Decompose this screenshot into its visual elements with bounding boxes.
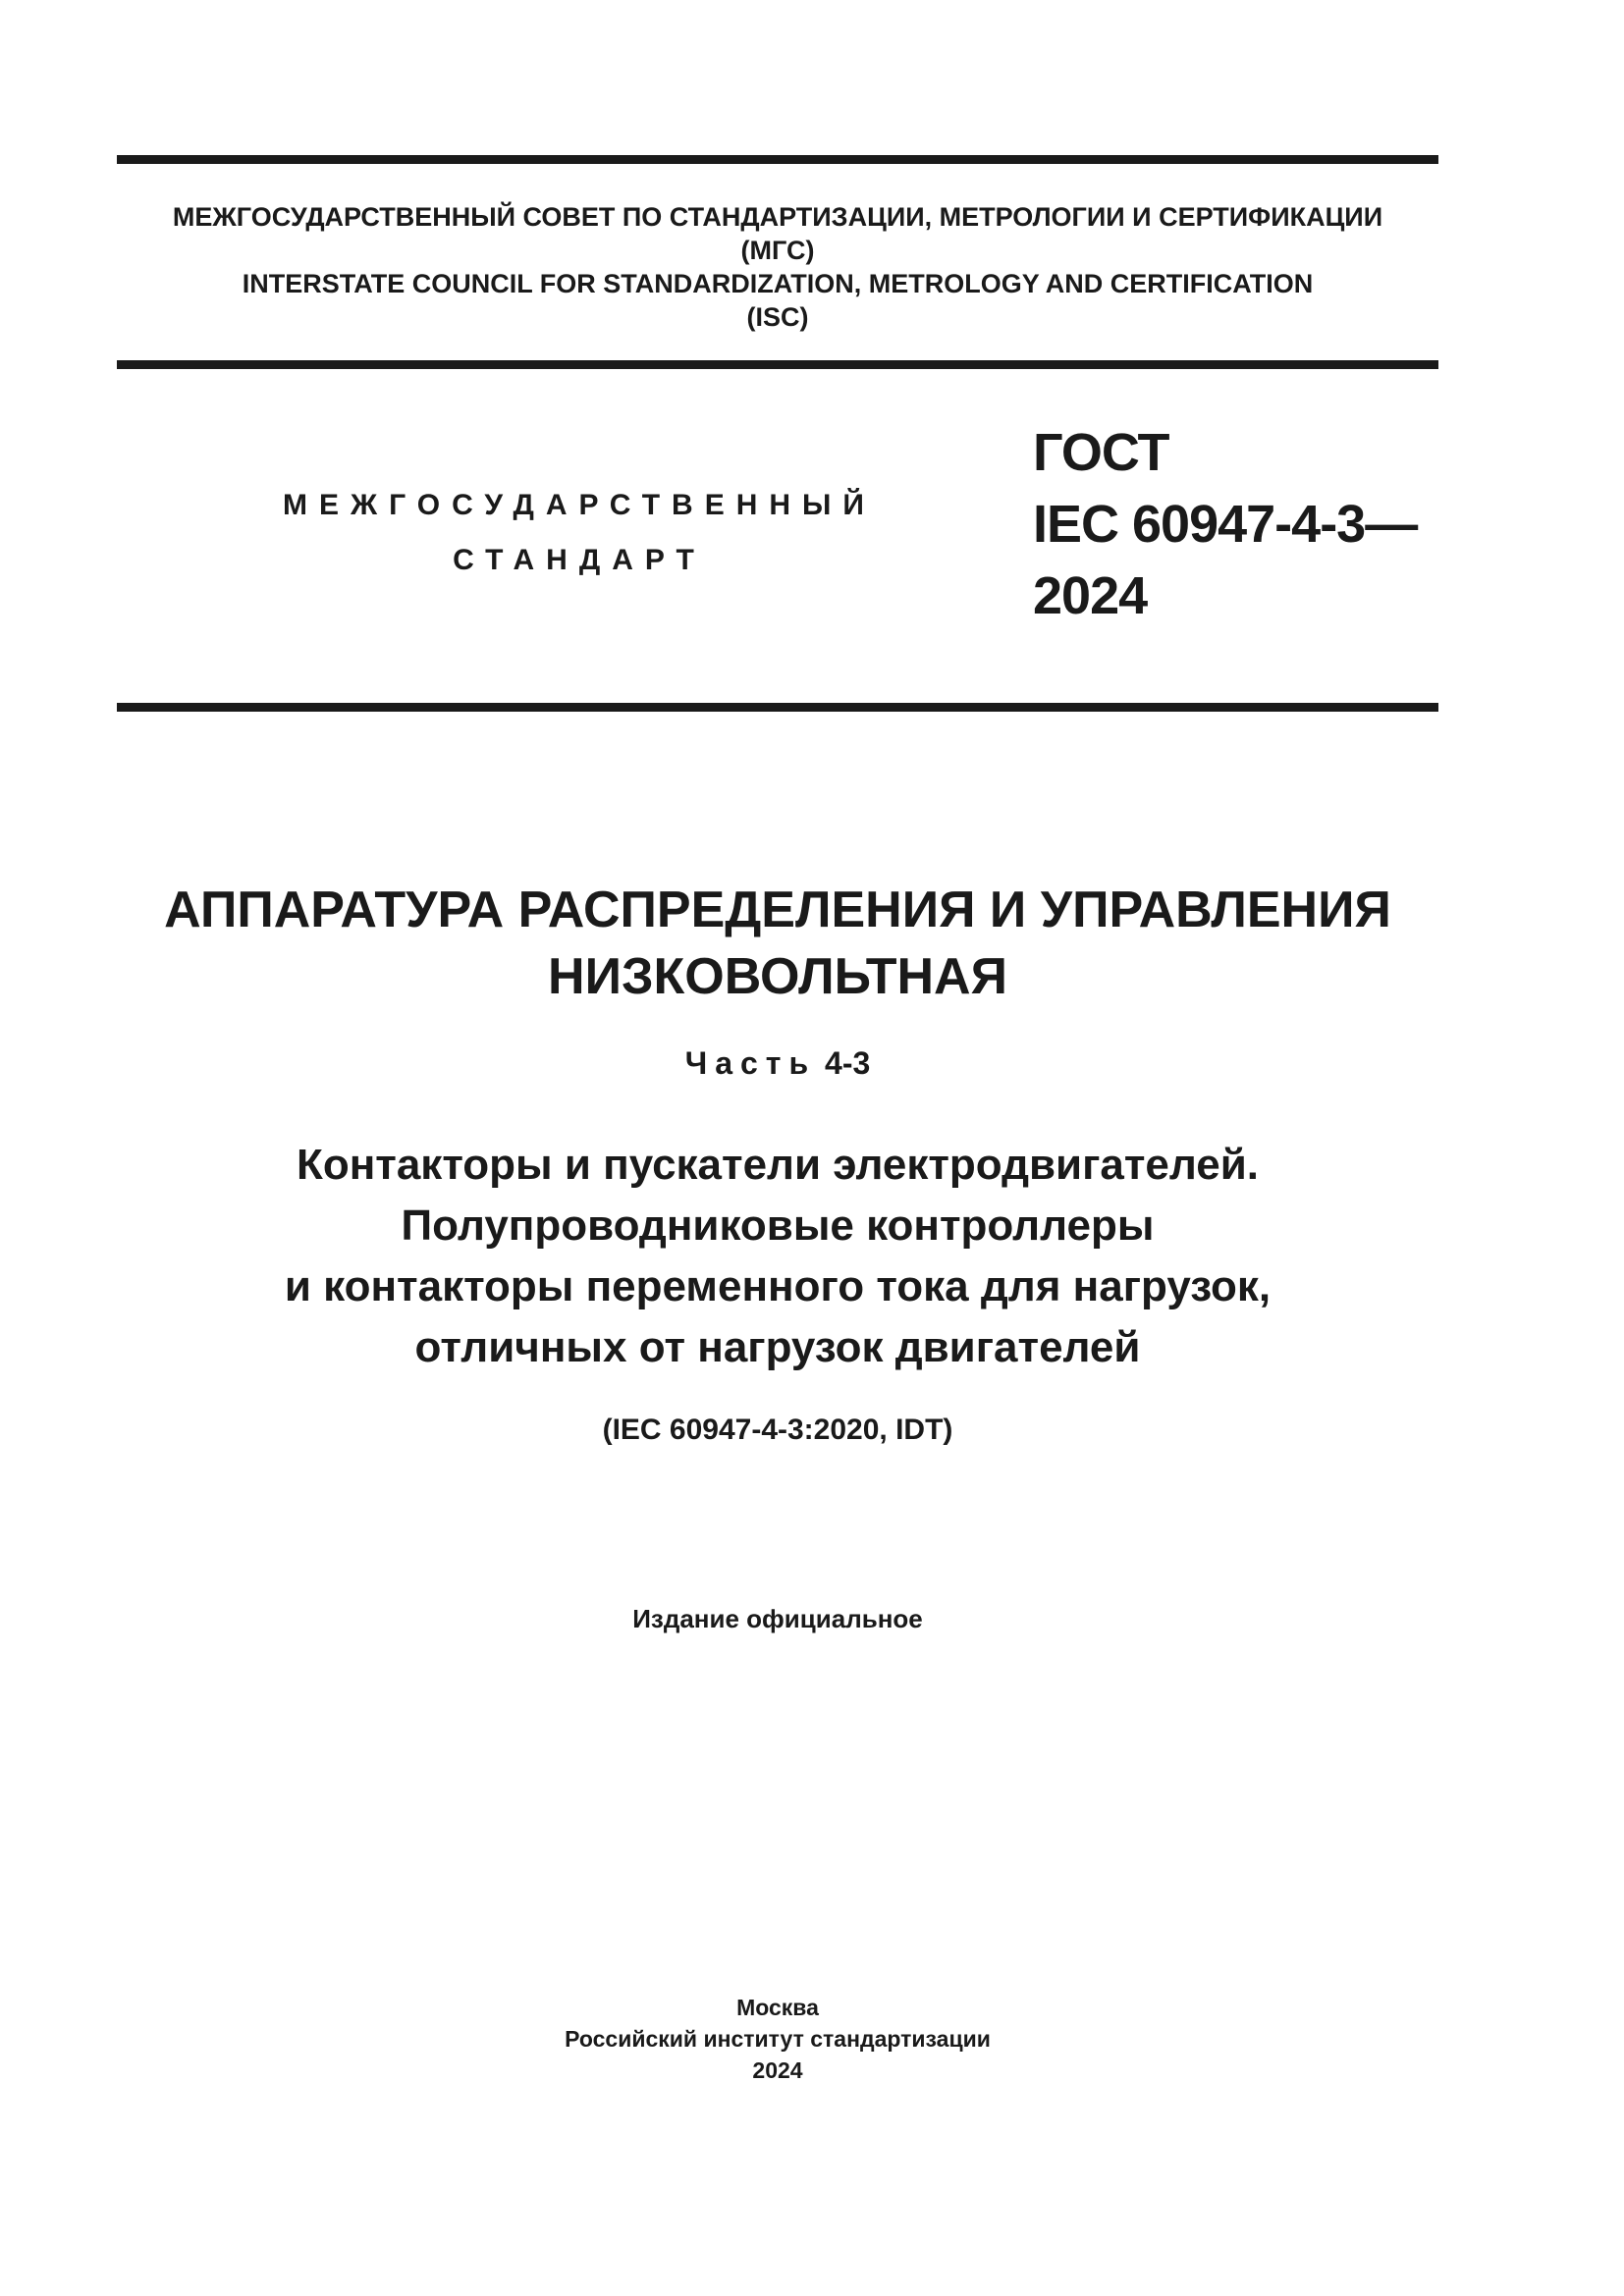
standard-type-line-1: МЕЖГОСУДАРСТВЕННЫЙ xyxy=(283,489,876,521)
council-abbr-en: (ISC) xyxy=(746,302,809,332)
subtitle-line-4: отличных от нагрузок двигателей xyxy=(414,1323,1141,1371)
designation-line-2: IEC 60947-4-3— xyxy=(1033,495,1418,554)
title-line-1: АППАРАТУРА РАСПРЕДЕЛЕНИЯ И УПРАВЛЕНИЯ xyxy=(164,881,1391,938)
standard-type-label xyxy=(196,478,962,588)
standard-designation xyxy=(1033,417,1417,632)
council-abbr-ru: (МГС) xyxy=(740,236,815,265)
iec-reference: (IEC 60947-4-3:2020, IDT) xyxy=(602,1414,953,1446)
standard-type-line-2: СТАНДАРТ xyxy=(453,544,706,576)
publisher-imprint xyxy=(117,1992,1438,2086)
top-rule xyxy=(117,155,1438,164)
document-title xyxy=(117,877,1438,1010)
header-rule xyxy=(117,360,1438,369)
subtitle-line-2: Полупроводниковые контроллеры xyxy=(401,1201,1155,1250)
document-subtitle xyxy=(117,1135,1438,1378)
designation-rule xyxy=(117,703,1438,712)
council-header xyxy=(117,200,1438,334)
imprint-year: 2024 xyxy=(752,2057,803,2083)
imprint-publisher: Российский институт стандартизации xyxy=(565,2026,991,2052)
designation-line-3: 2024 xyxy=(1033,566,1148,625)
council-name-en: INTERSTATE COUNCIL FOR STANDARDIZATION, METROLOGY AND CERTIFICATION xyxy=(242,269,1314,298)
imprint-city: Москва xyxy=(736,1995,819,2020)
edition-note: Издание официальное xyxy=(632,1604,923,1633)
subtitle-line-1: Контакторы и пускатели электродвигателей. xyxy=(296,1141,1260,1189)
subtitle-line-3: и контакторы переменного тока для нагрузок, xyxy=(284,1262,1272,1310)
part-number: 4-3 xyxy=(825,1045,871,1081)
part-heading xyxy=(117,1043,1438,1083)
council-name-ru: МЕЖГОСУДАРСТВЕННЫЙ СОВЕТ ПО СТАНДАРТИЗАЦИИ, МЕТРОЛОГИИ И СЕРТИФИКАЦИИ xyxy=(172,202,1383,232)
title-line-2: НИЗКОВОЛЬТНАЯ xyxy=(548,948,1007,1005)
designation-line-1: ГОСТ xyxy=(1033,423,1169,482)
part-word: Часть xyxy=(684,1045,817,1081)
